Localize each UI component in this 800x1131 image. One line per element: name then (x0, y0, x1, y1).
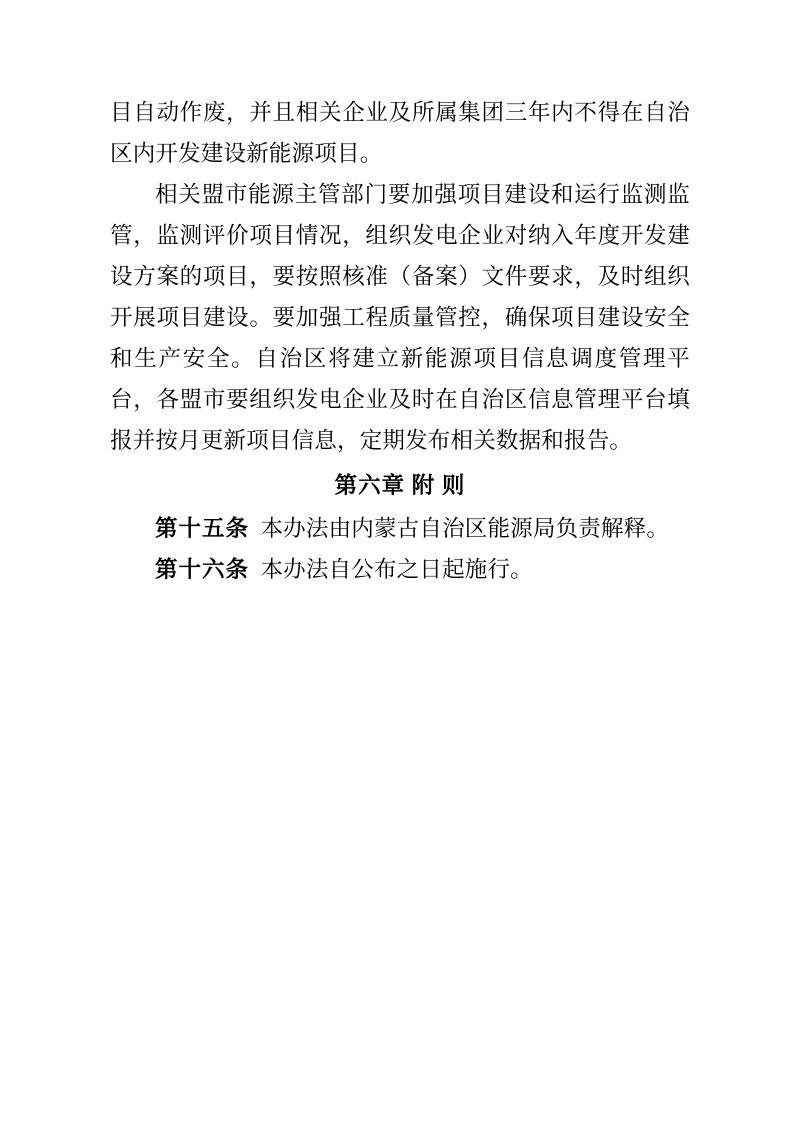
paragraph-continuation: 目自动作废，并且相关企业及所属集团三年内不得在自治区内开发建设新能源项目。 (110, 100, 690, 166)
article-label: 第十六条 (155, 557, 250, 582)
paragraph-supervision: 相关盟市能源主管部门要加强项目建设和运行监测监管，监测评价项目情况，组织发电企业对纳入年度开发建设方案的项目，要按照核准（备案）文件要求，及时组织开展项目建设。要加强工程质量管控，确保项目建设安全和生产安全。自治区将建立新能源项目信息调度管理平台，各盟市要组织发电企业及时在自治区信息管理平台填报并按月更新项目信息，定期发布相关数据和报告。 (110, 182, 690, 453)
article-label: 第十五条 (155, 516, 250, 541)
article-item (110, 549, 690, 590)
chapter-heading: 第六章 附 则 (334, 473, 466, 498)
article-text: 本办法由内蒙古自治区能源局负责解释。 (249, 516, 670, 541)
document-body (110, 92, 690, 590)
article-text: 本办法自公布之日起施行。 (249, 557, 533, 582)
article-item (110, 508, 690, 549)
